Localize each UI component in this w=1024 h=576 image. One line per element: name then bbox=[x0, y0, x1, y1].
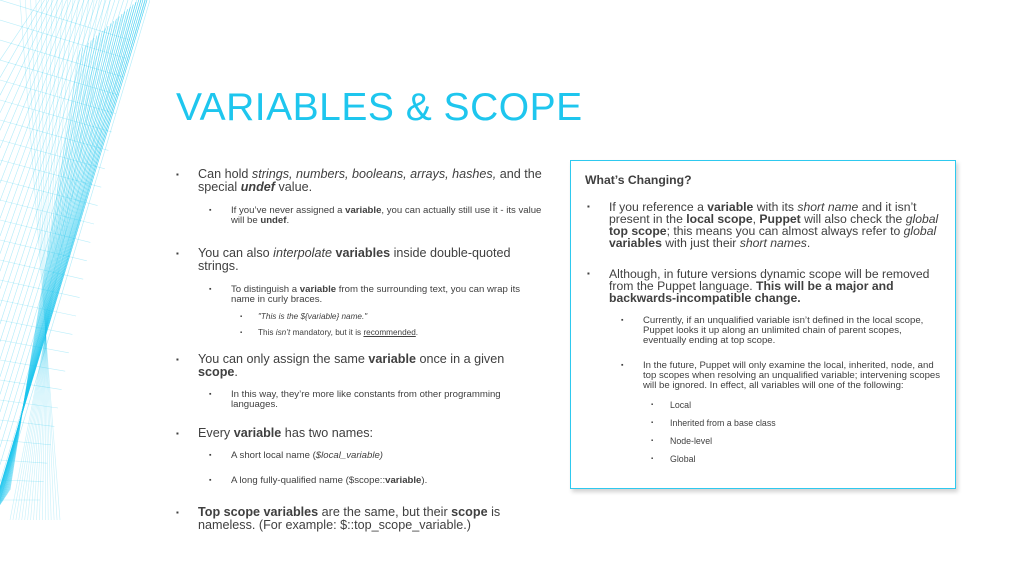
bullet-marker: ▪ bbox=[176, 508, 179, 517]
text: and it isn’t present in the bbox=[609, 200, 917, 226]
text: Local bbox=[670, 400, 692, 410]
bullet-top-scope bbox=[176, 506, 546, 532]
text-bold: variable bbox=[345, 205, 382, 216]
bullet-marker: ▪ bbox=[176, 429, 179, 438]
bullet-marker: ▪ bbox=[176, 355, 179, 364]
panel-item-short-name bbox=[585, 201, 941, 249]
text-italic: $local_variable) bbox=[315, 450, 383, 461]
sub-bullet-curly-braces bbox=[176, 285, 546, 305]
text-bold: top scope bbox=[609, 224, 667, 238]
mesh-line bbox=[0, 280, 80, 298]
mesh-line bbox=[0, 0, 141, 465]
scope-item bbox=[585, 418, 941, 428]
text: In this way, they’re more like constants from other programming languages. bbox=[231, 389, 501, 410]
scope-item bbox=[585, 454, 941, 464]
panel-item-dynamic-scope bbox=[585, 268, 941, 304]
mesh-line bbox=[0, 0, 40, 60]
bullet-marker: ▪ bbox=[587, 269, 590, 278]
text: Every bbox=[198, 426, 234, 440]
text: with just their bbox=[661, 236, 740, 250]
mesh-line bbox=[16, 0, 100, 520]
text: . bbox=[234, 365, 238, 379]
sub-sub-bullet-example bbox=[176, 312, 546, 322]
bullet-interpolate bbox=[176, 247, 546, 273]
scope-item bbox=[585, 436, 941, 446]
sub-bullet-undef bbox=[176, 206, 546, 226]
text-italic: interpolate bbox=[273, 246, 332, 260]
bullet-marker: ▪ bbox=[209, 207, 212, 214]
wireframe-decoration bbox=[0, 0, 150, 520]
text-bold: variable bbox=[385, 475, 422, 486]
bullet-assign-once bbox=[176, 353, 546, 379]
text: Inherited from a base class bbox=[670, 418, 776, 428]
bullet-marker: ▪ bbox=[651, 438, 654, 444]
text: Although, in future versions dynamic scope will be removed from the Puppet language. bbox=[609, 267, 930, 293]
text-italic: global bbox=[905, 212, 939, 226]
sub-bullet-short-name bbox=[176, 451, 546, 461]
text: and the special bbox=[198, 167, 542, 194]
text: Currently, if an unqualified variable isn’t defined in the local scope, Puppet looks it up along an unlimited chain of parent scopes, eventually ending at top scope. bbox=[643, 315, 924, 346]
text: inside double-quoted strings. bbox=[198, 246, 511, 273]
text: ; this means you can almost always refer to bbox=[666, 224, 904, 238]
text: are the same, but their bbox=[318, 505, 452, 519]
text: with its bbox=[753, 200, 798, 214]
panel-sub-currently bbox=[585, 316, 941, 346]
text: In the future, Puppet will only examine the local, inherited, node, and top scopes when resolving an unqualified variable; intervening scopes will be ignored. In effect, all variables will one of the following: bbox=[643, 360, 941, 391]
bullet-marker: ▪ bbox=[209, 452, 212, 459]
text: . bbox=[806, 236, 811, 250]
text-bold: variables bbox=[335, 246, 391, 260]
mesh-line bbox=[0, 0, 137, 447]
text-bold-italic: undef bbox=[240, 180, 275, 194]
text: Global bbox=[670, 454, 696, 464]
text-bold: variable bbox=[707, 200, 754, 214]
text-bold: Top scope variables bbox=[198, 505, 319, 519]
bullet-marker: ▪ bbox=[209, 286, 212, 293]
bullet-marker: ▪ bbox=[621, 317, 624, 324]
bullet-marker: ▪ bbox=[651, 420, 654, 426]
text: You can also bbox=[198, 246, 274, 260]
text-bold: variable bbox=[368, 352, 416, 366]
text: This bbox=[258, 328, 276, 337]
text: is nameless. (For example: $::top_scope_variable.) bbox=[198, 505, 501, 532]
bullet-hold-types bbox=[176, 168, 546, 194]
text-bold: scope bbox=[451, 505, 488, 519]
text: If you’ve never assigned a bbox=[231, 205, 346, 216]
text: from the surrounding text, you can wrap its name in curly braces. bbox=[231, 284, 521, 305]
text: . bbox=[415, 328, 419, 337]
slide-title: VARIABLES & SCOPE bbox=[176, 86, 583, 129]
whats-changing-panel bbox=[570, 160, 956, 489]
bullet-marker: ▪ bbox=[240, 330, 243, 336]
mesh-line bbox=[0, 0, 147, 519]
text: A long fully-qualified name ($scope:: bbox=[231, 475, 386, 486]
bullet-marker: ▪ bbox=[651, 456, 654, 462]
bullet-marker: ▪ bbox=[587, 202, 590, 211]
mesh-line bbox=[13, 0, 105, 520]
sub-bullet-constants bbox=[176, 390, 546, 410]
text: once in a given bbox=[415, 352, 505, 366]
mesh-line bbox=[0, 0, 115, 359]
text-bold: scope bbox=[198, 365, 235, 379]
text-italic: global bbox=[903, 224, 937, 238]
text: If you reference a bbox=[609, 200, 708, 214]
text-italic: short name bbox=[797, 200, 859, 214]
text-bold: local scope bbox=[686, 212, 753, 226]
text: You can only assign the same bbox=[198, 352, 369, 366]
text-italic: isn’t bbox=[275, 328, 291, 337]
text: Can hold bbox=[198, 167, 252, 181]
text-bold: variable bbox=[299, 284, 337, 295]
text: will also check the bbox=[800, 212, 906, 226]
text-italic: short names bbox=[739, 236, 807, 250]
text-bold: Puppet bbox=[759, 212, 801, 226]
scope-item bbox=[585, 400, 941, 410]
text: . bbox=[286, 215, 290, 226]
panel-sub-future bbox=[585, 361, 941, 391]
text-bold: undef bbox=[260, 215, 287, 226]
bullet-marker: ▪ bbox=[651, 402, 654, 408]
bullet-marker: ▪ bbox=[209, 391, 212, 398]
text-italic: "This is the ${variable} name." bbox=[258, 312, 368, 321]
text-bold: variable bbox=[233, 426, 282, 440]
text: A short local name ( bbox=[231, 450, 316, 461]
text: ). bbox=[421, 475, 428, 486]
bullet-marker: ▪ bbox=[209, 477, 212, 484]
bullet-two-names bbox=[176, 427, 546, 440]
text: To distinguish a bbox=[231, 284, 300, 295]
panel-content bbox=[585, 173, 941, 464]
text: mandatory, but it is bbox=[290, 328, 364, 337]
mesh-line bbox=[0, 40, 123, 77]
panel-title: What’s Changing? bbox=[585, 173, 692, 187]
text: value. bbox=[274, 180, 313, 194]
text: , bbox=[752, 212, 760, 226]
text: has two names: bbox=[281, 426, 374, 440]
bullet-marker: ▪ bbox=[621, 362, 624, 369]
sub-bullet-long-name bbox=[176, 476, 546, 486]
text: Node-level bbox=[670, 436, 713, 446]
text: , you can actually still use it - its value will be bbox=[231, 205, 542, 226]
bullet-marker: ▪ bbox=[176, 249, 179, 258]
text-bold: This will be a major and backwards-incompatible change. bbox=[609, 279, 894, 305]
left-column bbox=[176, 168, 546, 532]
sub-sub-bullet-recommended bbox=[176, 328, 546, 338]
bullet-marker: ▪ bbox=[240, 314, 243, 320]
text-italic: strings, numbers, booleans, arrays, hashes, bbox=[251, 167, 497, 181]
text-bold: variables bbox=[609, 236, 662, 250]
bullet-marker: ▪ bbox=[176, 170, 179, 179]
text-underline: recommended bbox=[363, 328, 416, 337]
